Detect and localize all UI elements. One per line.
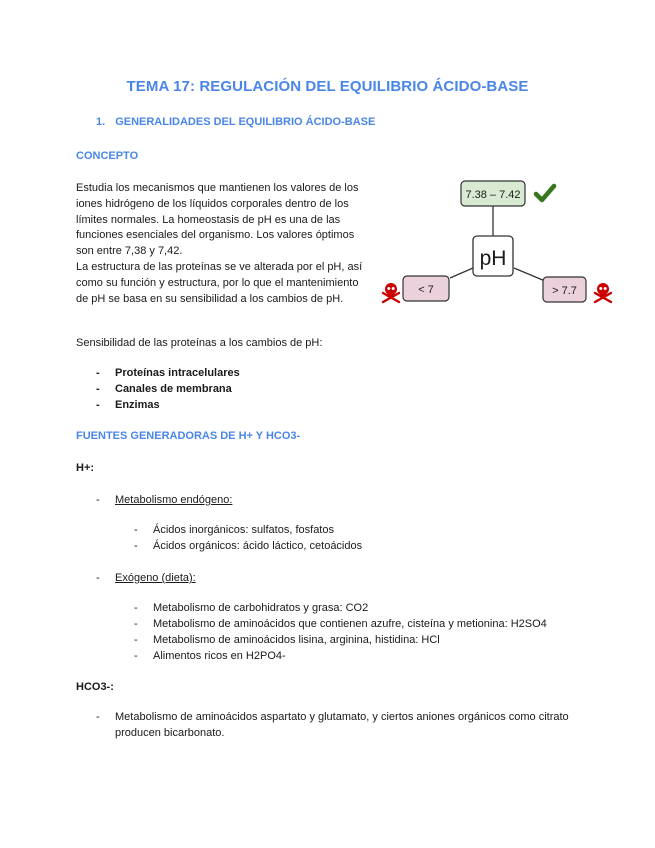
sensitivity-intro: Sensibilidad de las proteínas a los cambios de pH: (76, 337, 323, 349)
list-item: - Metabolismo de aminoácidos que contienen azufre, cisteína y metionina: H2SO4 (134, 618, 547, 630)
concepto-heading: CONCEPTO (76, 150, 139, 162)
ph-center-label: pH (479, 247, 507, 270)
list-item: - Exógeno (dieta): (96, 572, 196, 584)
exogeno-label: Exógeno (dieta): (115, 572, 196, 584)
exogeno-list (96, 570, 196, 586)
list-item: - Metabolismo de carbohidratos y grasa: CO2 (134, 602, 369, 614)
endogeno-items (134, 522, 363, 554)
skull-crossbones-icon (383, 283, 399, 302)
list-item: - Enzimas (96, 399, 160, 411)
section-heading (96, 116, 375, 128)
document-title: TEMA 17: REGULACIÓN DEL EQUILIBRIO ÁCIDO-BASE (126, 78, 529, 95)
list-item: - Ácidos inorgánicos: sulfatos, fosfatos (134, 524, 334, 536)
hco3-label: HCO3-: (76, 681, 114, 693)
h-plus-label: H+: (76, 462, 95, 474)
endogeno-list (96, 492, 233, 508)
list-item: - Metabolismo de aminoácidos aspartato y glutamato, y ciertos aniones orgánicos como citrato producen bicarbonato. (96, 711, 569, 739)
endogeno-label: Metabolismo endógeno: (115, 494, 233, 506)
high-ph-label: > 7.7 (552, 285, 577, 297)
exogeno-items (134, 600, 547, 664)
section-title: GENERALIDADES DEL EQUILIBRIO ÁCIDO-BASE (115, 116, 376, 128)
hco3-list (96, 710, 575, 741)
skull-crossbones-icon (595, 283, 611, 302)
check-icon (536, 186, 554, 200)
list-item: - Canales de membrana (96, 383, 232, 395)
fuentes-heading: FUENTES GENERADORAS DE H+ Y HCO3- (76, 430, 301, 442)
section-number: 1. (96, 116, 106, 128)
list-item: - Ácidos orgánicos: ácido láctico, cetoácidos (134, 540, 363, 552)
list-item: - Alimentos ricos en H2PO4- (134, 650, 286, 662)
concepto-paragraph-2: La estructura de las proteínas se ve alterada por el pH, así como su función y estructura, por lo que el mantenimiento de pH se basa en su sensibilidad a los cambios de pH. (76, 260, 363, 305)
connector-left (450, 268, 473, 278)
concepto-paragraph-1: Estudia los mecanismos que mantienen los valores de los iones hidrógeno de los líquidos corporales dentro de los límites normales. La homeostasis de pH es una de las funciones esenciales del organismo. Los valores óptimos son entre 7,38 y 7,42. (76, 182, 359, 258)
connector-right (514, 268, 545, 281)
list-item: - Metabolismo endógeno: (96, 494, 233, 506)
concepto-paragraph (76, 181, 370, 307)
ph-diagram (380, 178, 620, 313)
list-item: - Proteínas intracelulares (96, 367, 240, 379)
protein-list (96, 365, 240, 413)
list-item: - Metabolismo de aminoácidos lisina, arginina, histidina: HCl (134, 634, 440, 646)
low-ph-label: < 7 (418, 284, 434, 296)
optimal-range-label: 7.38 – 7.42 (465, 189, 521, 201)
